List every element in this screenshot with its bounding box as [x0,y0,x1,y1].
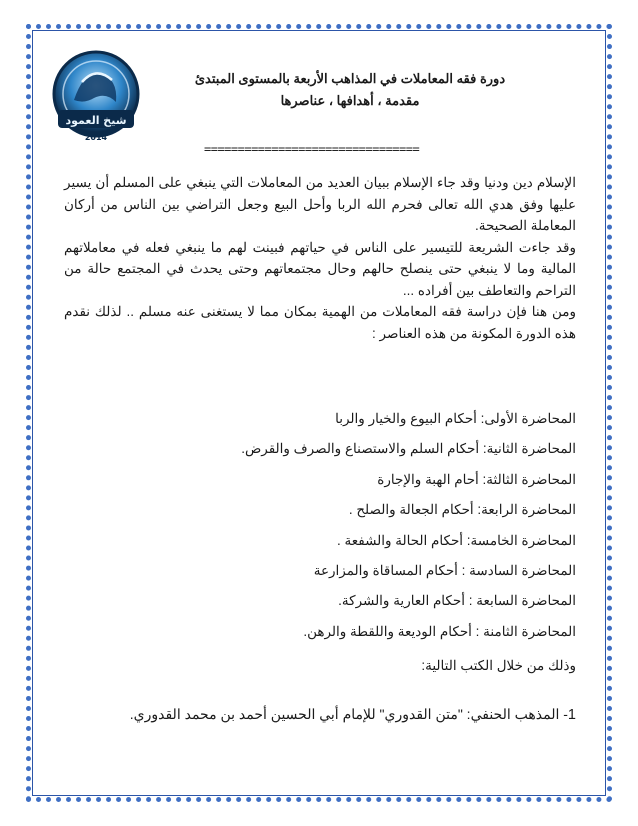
lecture-item: المحاضرة الثالثة: أحام الهبة والإجارة [377,471,576,487]
lecture-item: المحاضرة السادسة : أحكام المساقاة والمزارعة [313,562,576,578]
logo-text: شيخ العمود [65,114,127,127]
lecture-item: المحاضرة السابعة : أحكام العارية والشركة. [338,593,576,609]
separator-line: ================================ [204,142,420,156]
book-number: 1 [567,707,576,723]
logo-year: 2014 [84,133,108,142]
lecture-item: المحاضرة الثامنة : أحكام الوديعة واللقطة والرهن. [303,623,576,639]
book-text: - المذهب الحنفي: "متن القدوري" للإمام أبي الحسين أحمد بن محمد القدوري. [129,706,568,722]
lecture-item: المحاضرة الثانية: أحكام السلم والاستصناع والصرف والقرض. [241,441,576,457]
intro-paragraph-2: وقد جاءت الشريعة للتيسير على الناس في حياتهم فبينت لهم ما ينبغي فعله في معاملاتهم المالية وما لا ينبغي حتى ينصلح حالهم وحال مجتمعاتهم وحتى يحدث في المجتمع حالة من التراحم والتعاطف بين أفراده ... [64,239,576,298]
intro-paragraph-3: ومن هنا فإن دراسة فقه المعاملات من الهمية بمكان مما لا يستغنى عنه مسلم .. لذلك نقدم هذه الدورة المكونة من هذه العناصر : [64,304,576,341]
book-item [130,706,576,723]
lecture-list [56,404,576,647]
intro-text [64,172,576,344]
logo-emblem-icon [44,48,148,148]
lecture-item: المحاضرة الأولى: أحكام البيوع والخيار والربا [335,411,576,426]
books-intro: وذلك من خلال الكتب التالية: [421,658,576,673]
logo-seal [44,48,148,148]
page-subtitle: مقدمة ، أهدافها ، عناصرها [280,93,420,108]
title-block [150,68,550,112]
intro-paragraph-1: الإسلام دين ودنيا وقد جاء الإسلام ببيان العديد من المعاملات التي ينبغي على المسلم أن يسير عليها وفق هدي الله تعالى فحرم الله الربا وأحل البيع وجعل التراضي بين الناس من أركان المعاملة الصحيحة. [64,175,576,233]
page-title: دورة فقه المعاملات في المذاهب الأربعة بالمستوى المبتدئ [194,71,506,86]
lecture-item: المحاضرة الخامسة: أحكام الحالة والشفعة . [336,532,576,548]
lecture-item: المحاضرة الرابعة: أحكام الجعالة والصلح . [348,502,576,518]
